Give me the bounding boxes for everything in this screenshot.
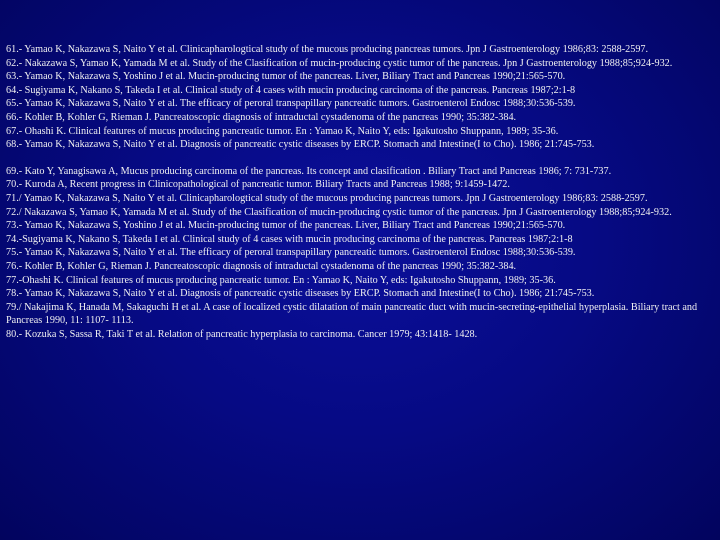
reference-64: 64.- Sugiyama K, Nakano S, Takeda I et al. Clinical study of 4 cases with mucin producing carcinoma of the pancreas. Pancreas 1987;2:1-8 <box>6 84 576 96</box>
reference-76: 76.- Kohler B, Kohler G, Rieman J. Pancreatoscopic diagnosis of intraductal cystadenoma of the pancreas 1990; 35:382-384. <box>6 260 517 272</box>
reference-74: 74.-Sugiyama K, Nakano S, Takeda I et al. Clinical study of 4 cases with mucin producing carcinoma of the pancreas. Pancreas 1987;2:1-8 <box>6 233 573 245</box>
reference-78: 78.- Yamao K, Nakazawa S, Naito Y et al. Diagnosis of pancreatic cystic diseases by ERCP. Stomach and Intestine(I to Cho). 1986; 21:745-753. <box>6 288 595 300</box>
reference-63: 63.- Yamao K, Nakazawa S, Yoshino J et al. Mucin-producing tumor of the pancreas. Liver, Biliary Tract and Pancreas 1990;21:565-570. <box>6 71 566 83</box>
reference-79: 79./ Nakajima K, Hanada M, Sakaguchi H et al. A case of localized cystic dilatation of main pancreatic duct with mucin-secreting-epithelial hyperplasia. Biliary tract and Pancreas 1990, 11: 1107- 1113. <box>6 301 698 327</box>
reference-77: 77.-Ohashi K. Clinical features of mucus producing pancreatic tumor. En : Yamao K, Naito Y, eds: Igakutosho Shuppann, 1989; 35-36. <box>6 274 556 286</box>
reference-61: 61.- Yamao K, Nakazawa S, Naito Y et al. Clinicapharologtical study of the mucous producing pancreas tumors. Jpn J Gastroenterology 1986;83: 2588-2597. <box>6 44 649 55</box>
reference-70: 70.- Kuroda A, Recent progress in Clinicopathological of pancreatic tumor. Biliary Tracts and Pancreas 1988; 9:1459-1472. <box>6 179 510 191</box>
reference-68: 68.- Yamao K, Nakazawa S, Naito Y et al. Diagnosis of pancreatic cystic diseases by ERCP. Stomach and Intestine(I to Cho). 1986; 21:745-753. <box>6 139 595 151</box>
section-gap <box>6 152 712 165</box>
reference-75: 75.- Yamao K, Nakazawa S, Naito Y et al. The efficacy of peroral transpapillary pancreatic tumors. Gastroenterol Endosc 1988;30:536-539. <box>6 247 576 259</box>
reference-73: 73.- Yamao K, Nakazawa S, Yoshino J et al. Mucin-producing tumor of the pancreas. Liver, Biliary Tract and Pancreas 1990;21:565-570. <box>6 220 566 232</box>
reference-list <box>6 43 712 341</box>
reference-71: 71./ Yamao K, Nakazawa S, Naito Y et al. Clinicapharologtical study of the mucous producing pancreas tumors. Jpn J Gastroenterology 1986;83: 2588-2597. <box>6 192 648 204</box>
reference-62: 62.- Nakazawa S, Yamao K, Yamada M et al. Study of the Clasification of mucin-producing cystic tumor of the pancreas. Jpn J Gastroenterology 1988;85;924-932. <box>6 57 673 69</box>
reference-69: 69.- Kato Y, Yanagisawa A, Mucus producing carcinoma of the pancreas. Its concept and clasification . Biliary Tract and Pancreas 1986; 7: 731-737. <box>6 165 612 177</box>
reference-66: 66.- Kohler B, Kohler G, Rieman J. Pancreatoscopic diagnosis of intraductal cystadenoma of the pancreas 1990; 35:382-384. <box>6 111 517 123</box>
reference-67: 67.- Ohashi K. Clinical features of mucus producing pancreatic tumor. En : Yamao K, Naito Y, eds: Igakutosho Shuppann, 1989; 35-36. <box>6 125 559 137</box>
reference-80: 80.- Kozuka S, Sassa R, Taki T et al. Relation of pancreatic hyperplasia to carcinoma. Cancer 1979; 43:1418- 1428. <box>6 328 478 340</box>
reference-72: 72./ Nakazawa S, Yamao K, Yamada M et al. Study of the Clasification of mucin-producing cystic tumor of the pancreas. Jpn J Gastroenterology 1988;85;924-932. <box>6 206 672 218</box>
reference-65: 65.- Yamao K, Nakazawa S, Naito Y et al. The efficacy of peroral transpapillary pancreatic tumors. Gastroenterol Endosc 1988;30:536-539. <box>6 98 576 110</box>
